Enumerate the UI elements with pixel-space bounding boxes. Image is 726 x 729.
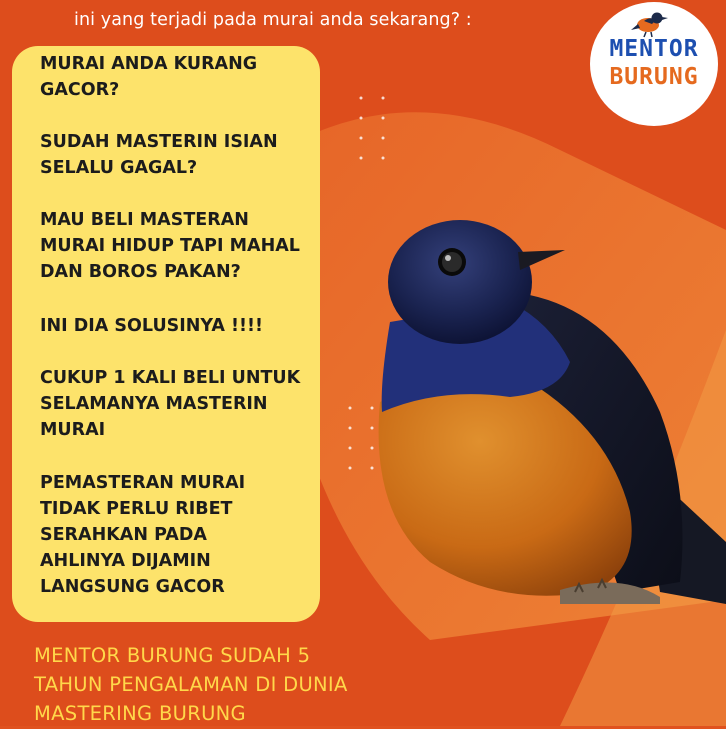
footer-line-1: MENTOR BURUNG SUDAH 5: [34, 644, 311, 667]
question-item: PEMASTERAN MURAI TIDAK PERLU RIBET SERAHKAN PADA AHLINYA DIJAMIN LANGSUNG GACOR: [40, 473, 246, 597]
solution-heading: INI DIA SOLUSINYA !!!!: [40, 316, 263, 336]
question-item: SUDAH MASTERIN ISIAN SELALU GAGAL?: [40, 132, 278, 178]
question-panel: [12, 46, 320, 622]
logo-text-burung: BURUNG: [609, 64, 699, 90]
dot-decoration-top: [355, 92, 395, 164]
logo: [590, 2, 718, 126]
footer-line-2: TAHUN PENGALAMAN DI DUNIA: [34, 673, 348, 696]
logo-text-mentor: MENTOR: [609, 36, 699, 62]
question-item: CUKUP 1 KALI BELI UNTUK SELAMANYA MASTERIN MURAI: [40, 368, 301, 440]
murai-bird-image: [360, 212, 726, 604]
question-item: MAU BELI MASTERAN MURAI HIDUP TAPI MAHAL DAN BOROS PAKAN?: [40, 210, 300, 282]
header-question: ini yang terjadi pada murai anda sekarang? :: [74, 10, 472, 30]
question-item: MURAI ANDA KURANG GACOR?: [40, 54, 258, 100]
bird-icon: [630, 8, 670, 38]
footer-line-3: MASTERING BURUNG: [34, 702, 246, 725]
